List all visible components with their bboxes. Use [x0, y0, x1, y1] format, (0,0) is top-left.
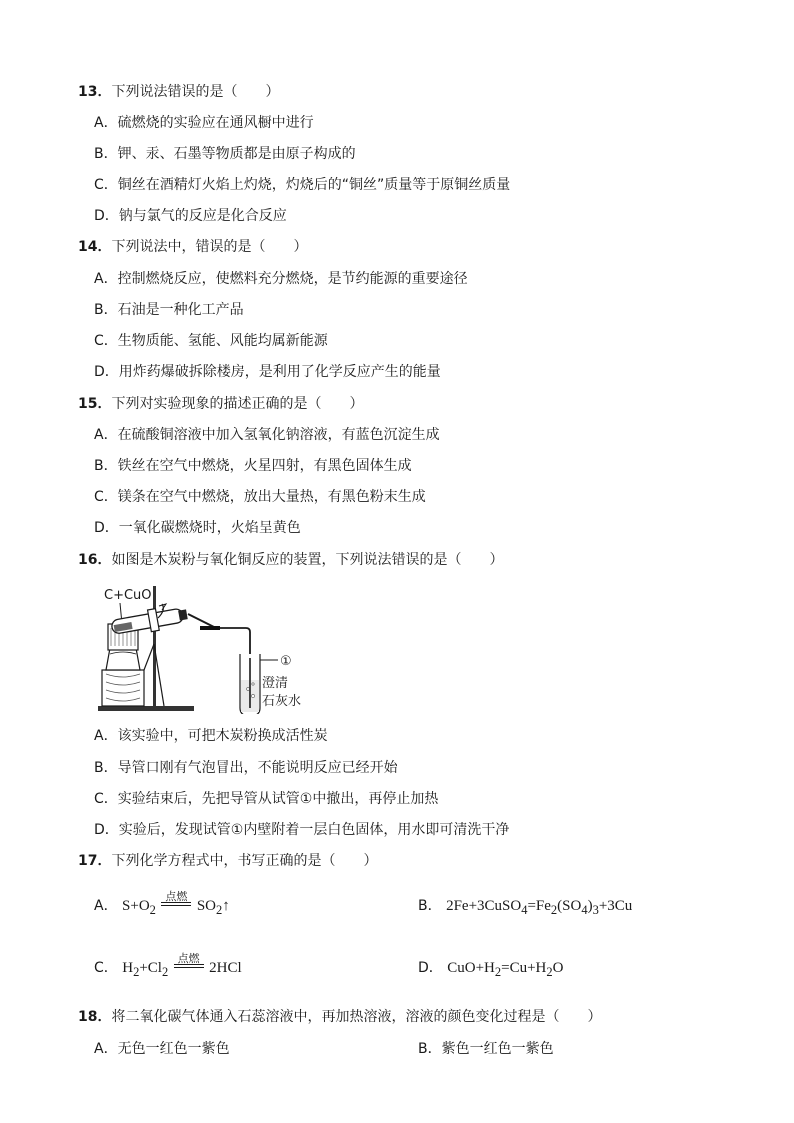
- option-17-d: D． $CuO+H_2=Cu+H_2O$: [418, 960, 564, 979]
- option-18-b: B．紫色一红色一紫色: [418, 1041, 554, 1057]
- question-text: 下列对实验现象的描述正确的是（ ）: [111, 396, 364, 412]
- question-text: 下列说法错误的是（ ）: [111, 84, 280, 100]
- question-text: 将二氧化碳气体通入石蕊溶液中，再加热溶液，溶液的颜色变化过程是（ ）: [111, 1009, 602, 1025]
- gas-arrow: ↑: [222, 898, 230, 914]
- option-16-b: B．导管口刚有气泡冒出，不能说明反应已经开始: [94, 760, 398, 776]
- option-16-a: A．该实验中，可把木炭粉换成活性炭: [94, 728, 328, 744]
- option-15-d: D．一氧化碳燃烧时，火焰呈黄色: [94, 520, 301, 536]
- option-14-d: D．用炸药爆破拆除楼房，是利用了化学反应产生的能量: [94, 364, 441, 380]
- question-number: 14．: [78, 239, 112, 255]
- question-text: 如图是木炭粉与氧化铜反应的装置，下列说法错误的是（ ）: [111, 552, 504, 568]
- question-16-stem: [78, 551, 503, 569]
- question-text: 下列说法中，错误的是（ ）: [111, 239, 308, 255]
- question-number: 15．: [78, 396, 112, 412]
- question-number: 18．: [78, 1009, 112, 1025]
- reaction-condition: 点燃: [161, 906, 191, 910]
- option-15-b: B．铁丝在空气中燃烧，火星四射，有黑色固体生成: [94, 458, 412, 474]
- option-17-a: A． $S+O_2$ 点燃 $SO_2↑$: [94, 890, 230, 917]
- question-text: 下列化学方程式中，书写正确的是（ ）: [111, 853, 378, 869]
- rubber-tube: [200, 626, 220, 630]
- option-16-c: C．实验结束后，先把导管从试管①中撤出，再停止加热: [94, 791, 439, 807]
- option-14-b: B．石油是一种化工产品: [94, 302, 244, 318]
- option-18-a: A．无色一红色一紫色: [94, 1041, 230, 1057]
- question-13-stem: [78, 83, 279, 101]
- reaction-condition: 点燃: [174, 968, 204, 972]
- solution-label-2: 石灰水: [262, 694, 302, 709]
- option-17-b: B． $2Fe+3CuSO_4=Fe_2(SO_4)_3+3Cu$: [418, 898, 633, 917]
- option-16-d: D．实验后，发现试管①内壁附着一层白色固体，用水即可清洗干净: [94, 822, 510, 838]
- apparatus-diagram: [96, 584, 336, 714]
- reactants-label: C+CuO: [104, 588, 152, 603]
- question-15-stem: [78, 395, 363, 413]
- delivery-tube-1: [188, 614, 216, 628]
- option-13-c: C．铜丝在酒精灯火焰上灼烧，灼烧后的“铜丝”质量等于原铜丝质量: [94, 177, 511, 193]
- solution-label-1: 澄清: [262, 676, 289, 691]
- option-13-d: D．钠与氯气的反应是化合反应: [94, 208, 287, 224]
- question-17-stem: [78, 852, 377, 870]
- option-15-a: A．在硫酸铜溶液中加入氢氧化钠溶液，有蓝色沉淀生成: [94, 427, 440, 443]
- option-17-c: C． $H_2+Cl_2$ 点燃 2HCl: [94, 952, 242, 979]
- question-14-stem: [78, 238, 307, 256]
- option-14-c: C．生物质能、氢能、风能均属新能源: [94, 333, 328, 349]
- question-number: 13．: [78, 84, 112, 100]
- stand-base: [98, 706, 194, 711]
- option-14-a: A．控制燃烧反应，使燃料充分燃烧，是节约能源的重要途径: [94, 271, 468, 287]
- tube-marker-inline: ①: [299, 791, 313, 807]
- option-15-c: C．镁条在空气中燃烧，放出大量热，有黑色粉末生成: [94, 489, 426, 505]
- question-number: 17．: [78, 853, 112, 869]
- option-13-a: A．硫燃烧的实验应在通风橱中进行: [94, 115, 314, 131]
- option-13-b: B．钾、汞、石墨等物质都是由原子构成的: [94, 146, 356, 162]
- heated-test-tube: [110, 603, 189, 638]
- tube-marker-inline: ①: [230, 822, 244, 838]
- question-number: 16．: [78, 552, 112, 568]
- tube-marker: ①: [280, 654, 292, 669]
- question-18-stem: [78, 1008, 601, 1026]
